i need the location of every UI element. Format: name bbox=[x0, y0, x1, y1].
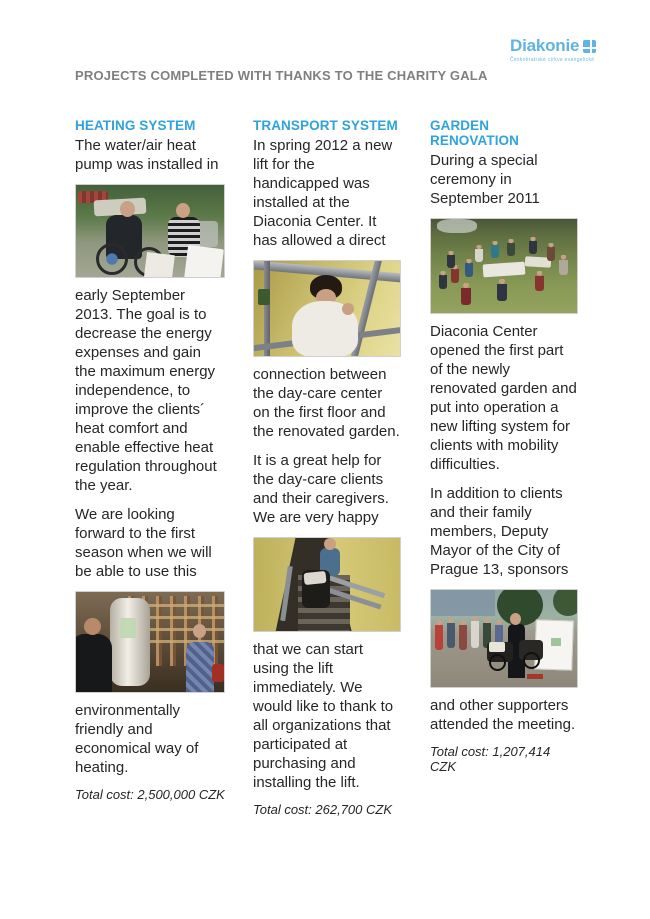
diakonie-logo bbox=[510, 36, 630, 63]
total-cost: Total cost: 262,700 CZK bbox=[253, 802, 392, 817]
tree-blob bbox=[553, 589, 578, 616]
photo-clients-wheelchairs bbox=[75, 184, 225, 278]
photo-opening-ceremony bbox=[430, 589, 578, 688]
white-box bbox=[184, 245, 224, 278]
garden-table bbox=[483, 262, 526, 278]
water-tank bbox=[110, 598, 150, 686]
person-head bbox=[120, 201, 135, 217]
section-heading: GARDEN RENOVATION bbox=[430, 118, 520, 148]
person-figure bbox=[459, 620, 467, 650]
person-hand bbox=[342, 303, 354, 315]
tank-label bbox=[120, 618, 136, 638]
logo-row bbox=[510, 36, 630, 56]
column-garden-renovation bbox=[430, 118, 578, 774]
person-figure bbox=[447, 618, 455, 648]
speaker-head bbox=[510, 613, 521, 625]
person-figure bbox=[447, 251, 455, 268]
paragraph: In spring 2012 a new lift for the handicapped was installed at the Diaconia Center. It has allowed a direct bbox=[253, 137, 393, 249]
person-figure bbox=[471, 616, 479, 648]
person-figure bbox=[465, 259, 473, 277]
paragraph: It is a great help for the day-care clients and their caregivers. We are very happy bbox=[253, 452, 389, 526]
person-figure bbox=[439, 271, 447, 289]
photo-lift-client bbox=[253, 260, 401, 357]
paragraph: that we can start using the lift immediately. We would like to thank to all organizations that participated at purchasing and installing the lift. bbox=[253, 641, 394, 791]
paragraph: During a special ceremony in September 2011 bbox=[430, 152, 540, 207]
person-figure bbox=[535, 271, 544, 291]
paragraph: connection between the day-care center on the first floor and the renovated garden. bbox=[253, 366, 400, 440]
blanket bbox=[489, 642, 505, 652]
paragraph: In addition to clients and their family members, Deputy Mayor of the City of Prague 13, sponsors bbox=[430, 485, 569, 578]
person-figure bbox=[461, 283, 471, 305]
red-valve bbox=[212, 664, 224, 682]
wheelchair-wheel bbox=[134, 247, 164, 277]
photo-boiler-room bbox=[75, 591, 225, 693]
paragraph: environmentally friendly and economical way of heating. bbox=[75, 702, 199, 776]
sky-patch bbox=[437, 219, 477, 233]
column-heating-system bbox=[75, 118, 225, 802]
column-transport-system bbox=[253, 118, 401, 817]
paragraph: Diaconia Center opened the first part of the newly renovated garden and put into operation a new lifting system for clients with mobility difficulties. bbox=[430, 323, 577, 473]
person-figure bbox=[75, 634, 112, 692]
person-head bbox=[324, 538, 336, 550]
green-panel bbox=[258, 289, 270, 305]
person-figure bbox=[435, 620, 443, 650]
paragraph: The water/air heat pump was installed in bbox=[75, 137, 219, 173]
window-icon bbox=[583, 40, 596, 53]
page-title: PROJECTS COMPLETED WITH THANKS TO THE CHARITY GALA bbox=[75, 67, 488, 83]
wheelchair-wheel bbox=[523, 652, 540, 669]
section-heading: TRANSPORT SYSTEM bbox=[253, 118, 398, 133]
photo-garden-gathering bbox=[430, 218, 578, 314]
person-figure bbox=[497, 279, 507, 301]
lift-post bbox=[264, 261, 270, 356]
person-figure bbox=[547, 243, 555, 261]
logo-tagline: Českobratrské církve evangelické bbox=[510, 57, 595, 63]
person-figure bbox=[529, 237, 537, 254]
person-figure bbox=[559, 255, 568, 275]
red-object bbox=[527, 674, 543, 679]
sticky-note bbox=[551, 638, 561, 646]
paragraph: early September 2013. The goal is to decrease the energy expenses and gain the maximum energy independence, to improve the clients´ heat comfort and enable effective heat regulation throughout the year. bbox=[75, 287, 217, 494]
section-heading: HEATING SYSTEM bbox=[75, 118, 196, 133]
person-head bbox=[193, 624, 206, 638]
person-figure bbox=[475, 245, 483, 262]
logo-wordmark: Diakonie bbox=[510, 36, 580, 55]
photo-stair-lift bbox=[253, 537, 401, 632]
person-figure bbox=[507, 239, 515, 256]
blanket bbox=[303, 571, 326, 585]
paragraph: and other supporters attended the meeting. bbox=[430, 697, 576, 733]
building bbox=[431, 590, 495, 616]
wheelchair-wheel bbox=[489, 654, 506, 671]
person-head bbox=[176, 203, 190, 218]
wheelchair-wheel bbox=[96, 243, 128, 275]
total-cost: Total cost: 2,500,000 CZK bbox=[75, 787, 225, 802]
person-head bbox=[84, 618, 101, 635]
person-figure bbox=[491, 241, 499, 258]
person-figure bbox=[186, 642, 214, 692]
paragraph: We are looking forward to the first season when we will be able to use this bbox=[75, 506, 212, 580]
total-cost: Total cost: 1,207,414 CZK bbox=[430, 744, 551, 774]
